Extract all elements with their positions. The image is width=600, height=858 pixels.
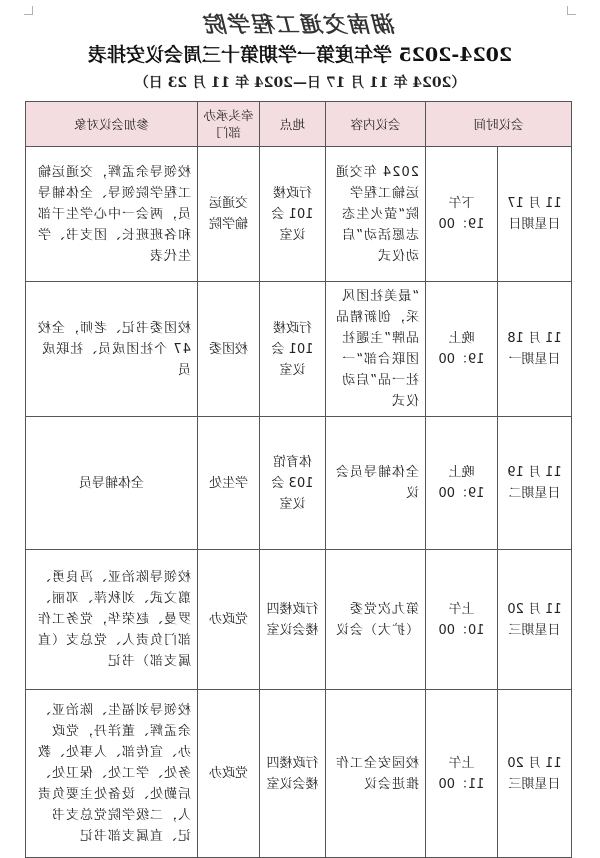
- cell-content: 第九次党委（扩大）会议: [325, 550, 425, 690]
- table-row: [25, 282, 571, 417]
- cell-time: [425, 690, 497, 858]
- time-slot: 上午: [448, 601, 475, 617]
- cell-location: 行政楼四楼会议室: [259, 690, 325, 858]
- header-attendees: 参加会议对象: [25, 102, 197, 147]
- cell-time: [425, 282, 497, 417]
- time-clock: 19：00: [438, 486, 485, 501]
- header-location: 地点: [259, 102, 325, 147]
- table-header-row: [25, 102, 571, 147]
- table-row: [25, 690, 571, 858]
- time-clock: 10：00: [438, 622, 485, 638]
- header-time: 会议时间: [425, 102, 571, 147]
- cell-content: 2024 年交通运输工程学院“萤火生态志愿活动”启动仪式: [325, 147, 425, 282]
- cell-organizer: 学生处: [197, 417, 259, 550]
- cell-date: 11 月 19 日星期二: [498, 417, 572, 550]
- cell-organizer: 校团委: [197, 282, 259, 417]
- cell-location: 行政楼 101 会议室: [259, 282, 325, 417]
- cell-attendees: 全体辅导员: [25, 417, 197, 550]
- cell-attendees: 校领导刘福生、陈治亚、余孟辉、董洋丹，党政办、宣传部、人事处、教务处、学工处、保卫处、后勤处、设备处主要负责人，二级学院党总支书记、直属支部书记: [25, 690, 197, 858]
- time-clock: 19：00: [438, 352, 485, 367]
- cell-organizer: 党政办: [197, 690, 259, 858]
- time-slot: 晚上: [448, 331, 475, 346]
- school-name: 湖南交通工程学院: [204, 12, 397, 38]
- meeting-schedule-table: [25, 101, 572, 858]
- header-organizer: 牵头承办部门: [197, 102, 259, 147]
- cell-date: 11 月 20 日星期三: [498, 690, 572, 858]
- document-title: 2024-2025 学年度第一学期第十三周会议安排表: [87, 44, 513, 66]
- table-row: [25, 417, 571, 550]
- cell-attendees: 校领导余孟辉，交通运输工程学院领导、全体辅导员，两会一中心学生干部和各班班长、团支书、学生代表: [25, 147, 197, 282]
- cell-content: “最美社团风采，创新精品品牌”主题社团联合部“一社一品”启动仪式: [325, 282, 425, 417]
- cell-attendees: 校领导陈治亚、冯良勇、翦文武、刘秋萍、邓丽、罗曼、赵荣华，党务工作部门负责人、党总支（直属支部）书记: [25, 550, 197, 690]
- time-slot: 下午: [448, 196, 475, 211]
- time-slot: 晚上: [448, 465, 475, 480]
- date-range: （2024 年 11 月 17 日—2024 年 11 月 23 日）: [134, 75, 466, 91]
- time-slot: 上午: [448, 755, 475, 771]
- cell-date: 11 月 17 日星期日: [498, 147, 572, 282]
- cell-organizer: 党政办: [197, 550, 259, 690]
- table-row: [25, 550, 571, 690]
- cell-location: 体育馆 103 会议室: [259, 417, 325, 550]
- cell-time: [425, 550, 497, 690]
- time-clock: 11：00: [438, 776, 485, 792]
- cell-date: 11 月 18 日星期一: [498, 282, 572, 417]
- header-content: 会议内容: [325, 102, 425, 147]
- cell-date: 11 月 20 日星期三: [498, 550, 572, 690]
- cell-content: 校园安全工作推进会议: [325, 690, 425, 858]
- cell-organizer: 交通运输学院: [197, 147, 259, 282]
- cell-time: [425, 147, 497, 282]
- cell-location: 行政楼 101 会议室: [259, 147, 325, 282]
- cell-content: 全体辅导员会议: [325, 417, 425, 550]
- cell-time: [425, 417, 497, 550]
- cell-attendees: 校团委书记、老师，全校 47 个社团成员、社联成员: [25, 282, 197, 417]
- time-clock: 19：00: [438, 217, 485, 232]
- table-row: [25, 147, 571, 282]
- cell-location: 行政楼四楼会议室: [259, 550, 325, 690]
